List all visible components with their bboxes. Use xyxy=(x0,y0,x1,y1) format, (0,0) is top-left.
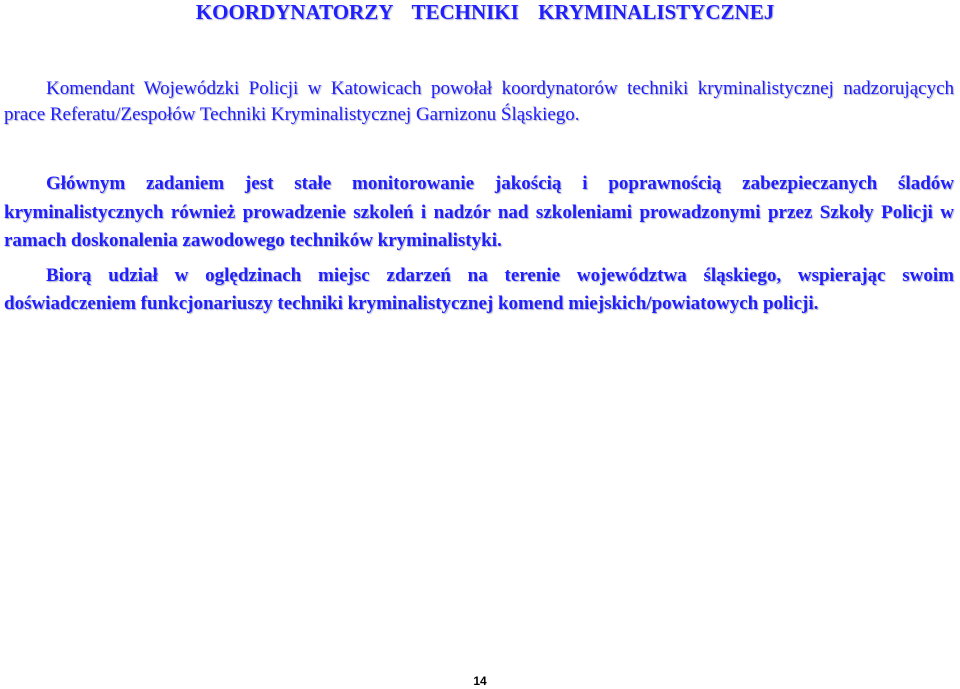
paragraph-appointment xyxy=(4,76,954,127)
paragraph-text: Komendant Wojewódzki Policji w Katowicach powołał koordynatorów techniki kryminalistycznej nadzorujących prace Referatu/Zespołów Techniki Kryminalistycznej Garnizonu Śląskiego. xyxy=(4,78,954,125)
document-title: KOORDYNATORZY TECHNIKI KRYMINALISTYCZNEJ xyxy=(195,0,775,24)
paragraph-text: Głównym zadaniem jest stałe monitorowanie jakością i poprawnością zabezpieczanych śladów kryminalistycznych również prowadzenie szkoleń i nadzór nad szkoleniami prowadzonymi przez Szkoły Policji w ramach doskonalenia zawodowego techników kryminalistyki. xyxy=(4,173,954,251)
page-number: 14 xyxy=(473,674,487,688)
paragraph-text: Biorą udział w oględzinach miejsc zdarzeń na terenie województwa śląskiego, wspierając swoim doświadczeniem funkcjonariuszy techniki kryminalistycznej komend miejskich/powiatowych policji. xyxy=(4,265,954,314)
paragraph-main-task xyxy=(4,170,954,256)
paragraph-inspections xyxy=(4,262,954,318)
